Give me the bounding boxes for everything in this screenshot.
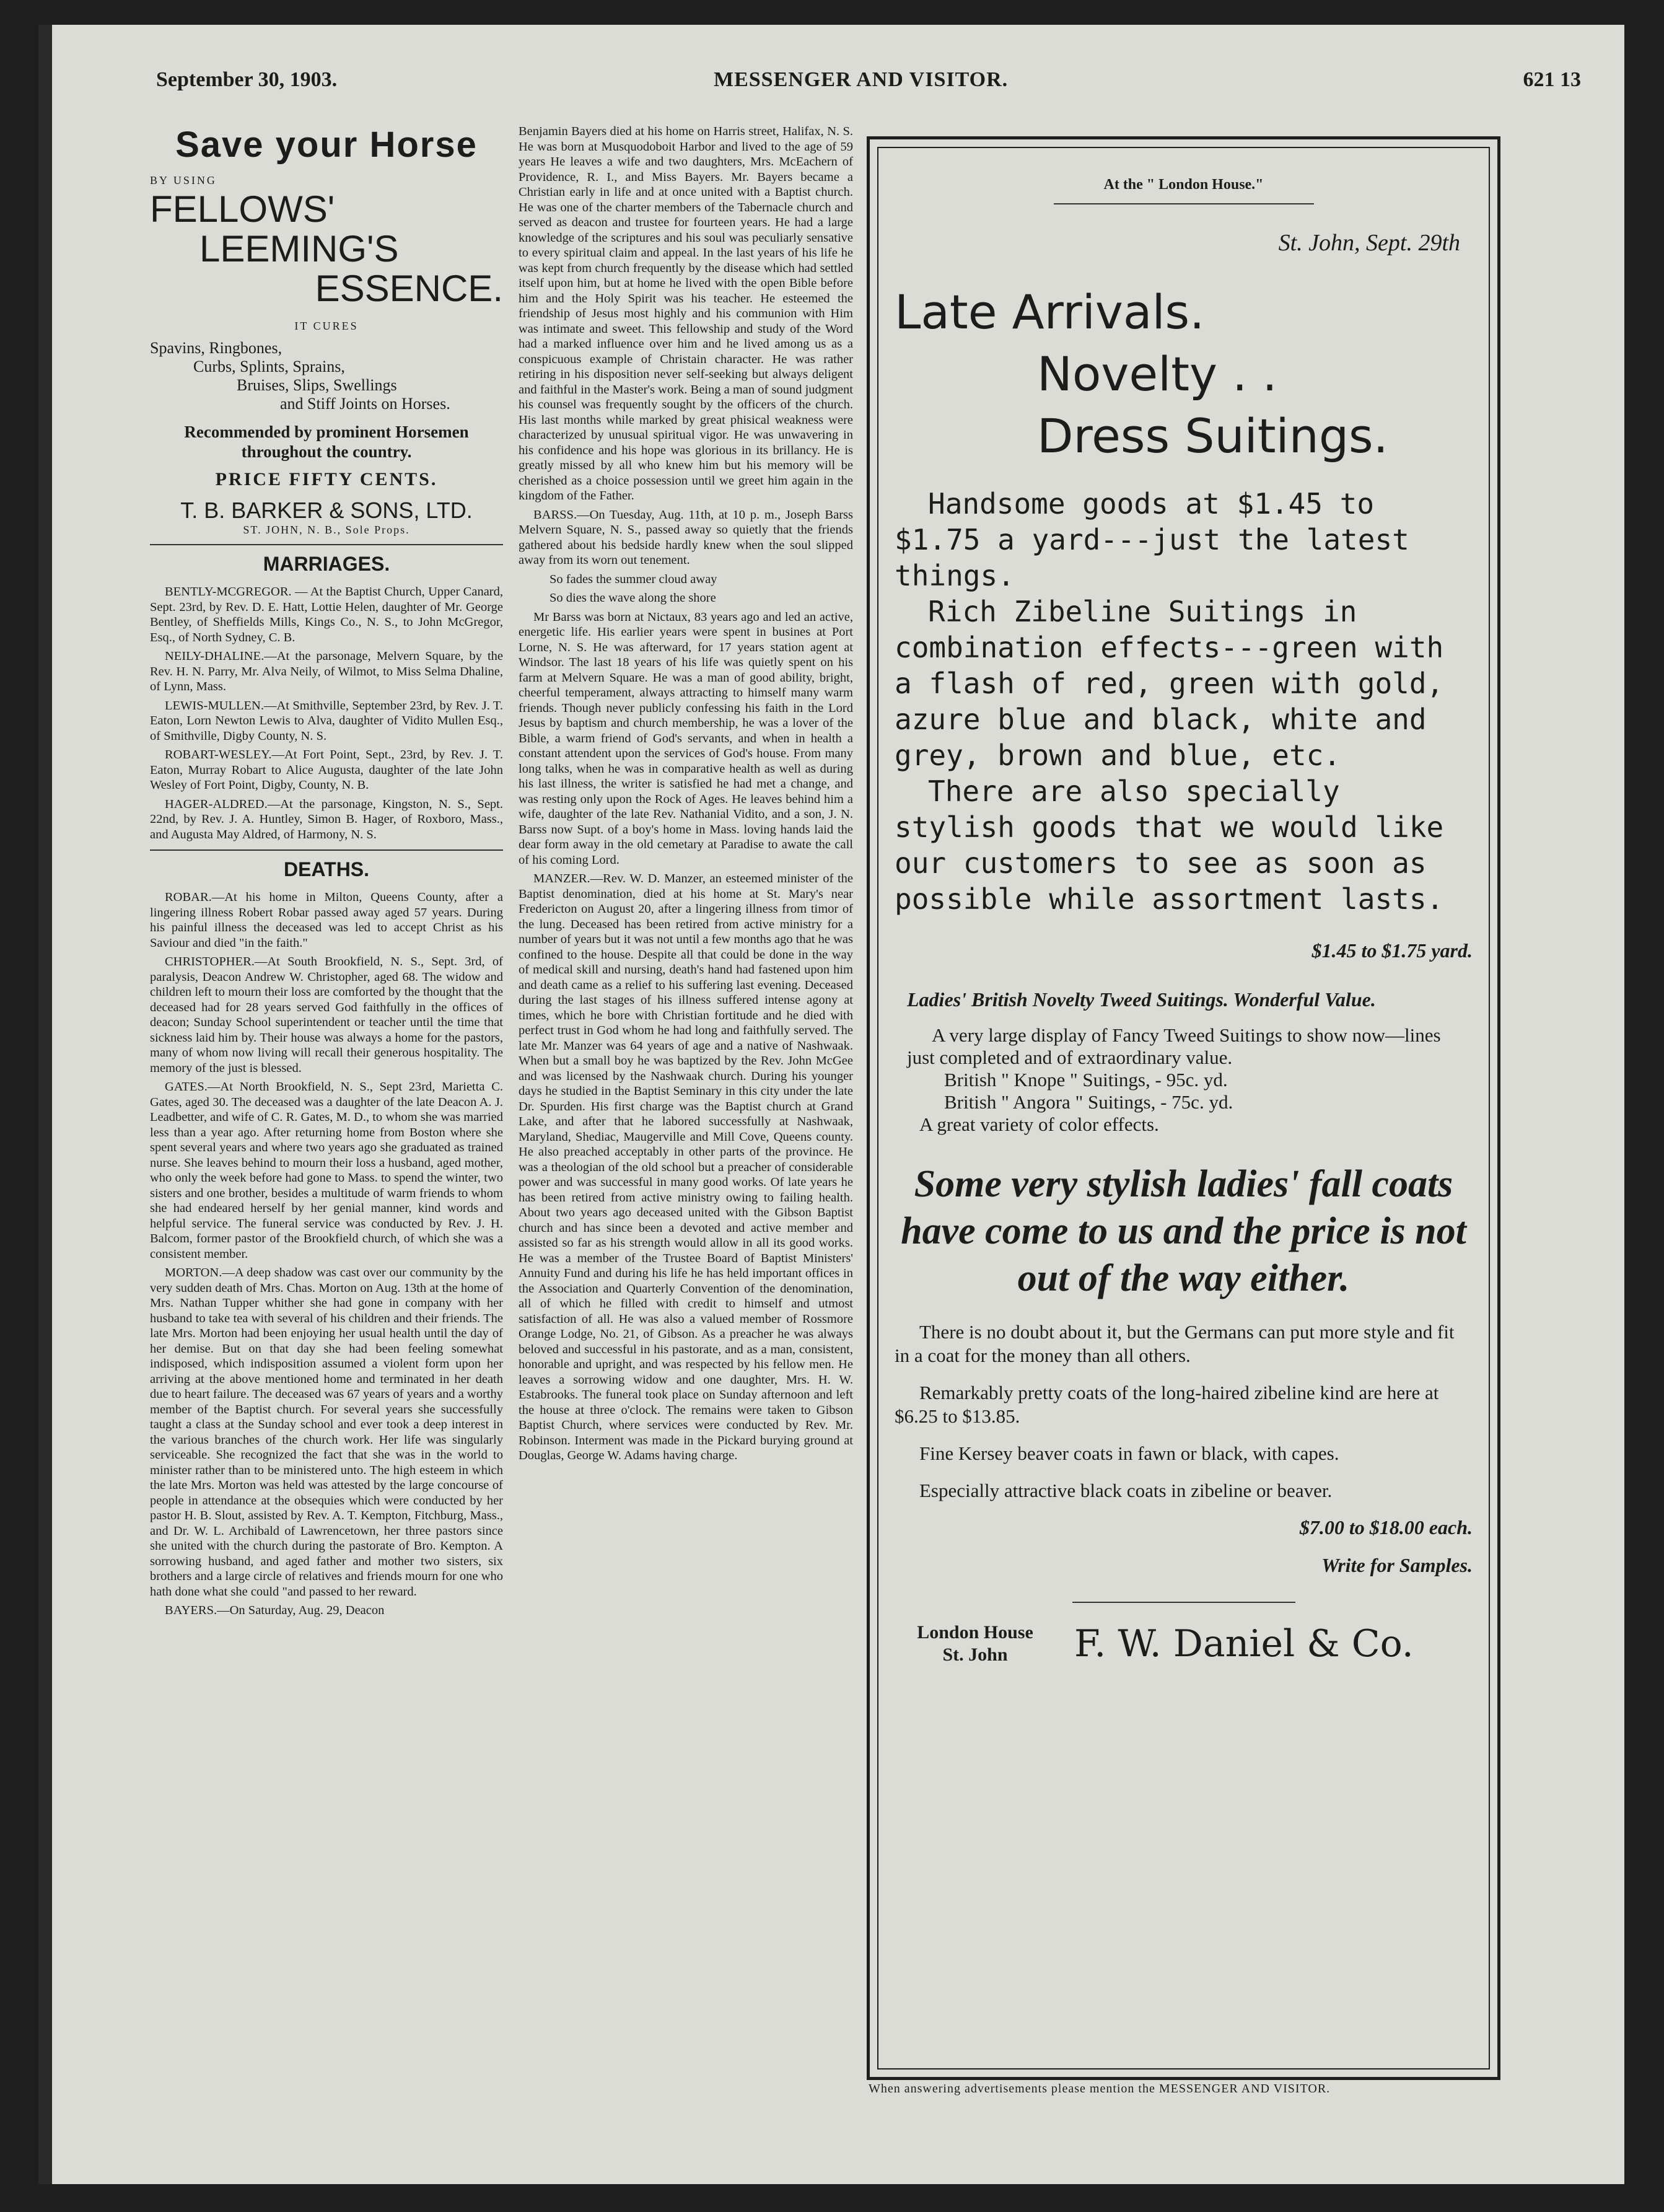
ad-body-paragraph: There are also specially stylish goods that we would like our customers to see as soon as possible while assortment lasts. bbox=[895, 775, 1444, 916]
death-notice: Mr Barss was born at Nictaux, 83 years ago and led an active, energetic life. His earlier years were spent in busines at Port Lorne, N. S. He was afterward, for 17 years station agent at Windsor. The last 18 years of his life was quietly spent on his farm at Melvern Square. He was a man of good ability, bright, cheerful temperament, always attracting to himself many warm friends. Though never publicly confessing his faith in the Lord Jesus by baptism and church membership, he was a lover of the Bible, a warm friend of God's servants, and when in health a constant attendent upon the services of God's house. From many long talks, when he was in comparative health as well as during his last illness, the writer is satisfied he had met a change, and was resting only upon the Rock of Ages. He leaves behind him a wife, daughter of the late Rev. Nathanial Vidito, and a son, J. N. Barss now Supt. of a boy's home in Mass. loving hands laid the dear form away in the old cemetary at Paradise to awate the call of his coming Lord. bbox=[519, 610, 853, 867]
coats-paragraph: There is no doubt about it, but the Germans can put more style and fit in a coat for the money than all others. bbox=[895, 1321, 1455, 1366]
firm-name: F. W. Daniel & Co. bbox=[1074, 1622, 1414, 1666]
ad-headline-line-3: Dress Suitings. bbox=[1037, 408, 1388, 463]
store-city: St. John bbox=[942, 1644, 1008, 1665]
divider bbox=[150, 544, 503, 545]
coat-price: $7.00 to $18.00 each. bbox=[1299, 1516, 1473, 1538]
it-cures-label: IT CURES bbox=[294, 320, 359, 332]
london-house-advertisement bbox=[867, 136, 1500, 2080]
horse-essence-advertisement bbox=[150, 124, 503, 537]
death-notice: CHRISTOPHER.—At South Brookfield, N. S., Sept. 3rd, of paralysis, Deacon Andrew W. Christopher, aged 68. The widow and children left to mourn their loss are comforted by the thought that the deceased had for 28 years served God faithfully in the offices of deacon; Sunday School superintendent or teacher until the time that sickness laid him by. Their house was always a home for the pastors, many of whom now living will recall their generous hospitality. The memory of the just is blessed. bbox=[150, 955, 503, 1075]
footer-note: When answering advertisements please mention the MESSENGER AND VISITOR. bbox=[869, 2082, 1331, 2096]
death-notice: MORTON.—A deep shadow was cast over our community by the very sudden death of Mrs. Chas. Morton on Aug. 13th at the home of Mrs. Nathan Tupper whither she had gone in company with her husband to take tea with several of his children and their friends. The late Mrs. Morton had been enjoying her usual health until the day of her demise. But on that day she had been feeling somewhat indisposed, which indisposition assumed a violent form upon her arriving at the above mentioned home and terminated in her death due to heart failure. The deceased was 67 years of years and a worthy member of the Baptist church. For several years she successfully taught a class at the Sunday school and ever took a deep interest in the various branches of the church work. Her life was singularly serviceable. She recognized the fact that she was in the world to minister rather than to be ministered unto. The high esteem in which the late Mrs. Morton was held was attested by the large concourse of people in attendance at the obsequies which were conducted by her pastor H. B. Slout, assisted by Rev. A. T. Kempton, Fitchburg, Mass., and Dr. W. L. Archibald of Lawrencetown, her three pastors since she united with the church during the pastorate of Bro. Kempton. A sorrowing husband, and aged father and mother two sisters, six brothers and a large circle of relatives and friends mourn for one who hath done what she could "and passed to her reward. bbox=[150, 1266, 503, 1599]
maker-location: ST. JOHN, N. B., Sole Props. bbox=[243, 524, 410, 536]
verse-line: So fades the summer cloud away bbox=[550, 572, 717, 586]
column-two bbox=[519, 124, 853, 1467]
maker-name: T. B. BARKER & SONS, LTD. bbox=[180, 498, 473, 523]
ad-location-header: At the " London House." bbox=[1103, 177, 1264, 193]
marriage-notice: BENTLY-MCGREGOR. — At the Baptist Church, Upper Canard, Sept. 23rd, by Rev. D. E. Hatt, Lottie Helen, daughter of Mr. George Bentley, of Sheffields Mills, Kings Co., N. S., to John McGregor, Esq., of North Sydney, C. B. bbox=[150, 585, 503, 644]
coats-paragraph: Remarkably pretty coats of the long-haired zibeline kind are here at $6.25 to $13.85. bbox=[895, 1382, 1439, 1427]
marriages-heading: MARRIAGES. bbox=[263, 553, 390, 575]
death-notice: BARSS.—On Tuesday, Aug. 11th, at 10 p. m., Joseph Barss Melvern Square, N. S., passed away so quietly that the friends gathered about his bedside hardly knew when the soul slipped away from its worn out tenement. bbox=[519, 507, 853, 567]
ad-date: St. John, Sept. 29th bbox=[1278, 230, 1460, 256]
verse-line: So dies the wave along the shore bbox=[550, 591, 716, 605]
page-header bbox=[156, 68, 1581, 105]
recommendation: Recommended by prominent Horsemen throughout the country. bbox=[184, 423, 469, 461]
horse-ad-price: PRICE FIFTY CENTS. bbox=[215, 469, 438, 489]
ailment-line-2: Curbs, Splints, Sprains, bbox=[193, 358, 345, 375]
ailment-line-4: and Stiff Joints on Horses. bbox=[280, 395, 450, 413]
brand-line-2: LEEMING'S bbox=[199, 228, 399, 270]
brand-line-3: ESSENCE. bbox=[315, 268, 503, 309]
ad-signature bbox=[895, 1622, 1473, 1666]
marriage-notice: NEILY-DHALINE.—At the parsonage, Melvern Square, by the Rev. H. N. Parry, Mr. Alva Neily, of Wilmot, to Miss Selma Dhaline, of Lynn, Mass. bbox=[150, 649, 503, 693]
divider bbox=[150, 849, 503, 851]
store-location bbox=[895, 1622, 1056, 1666]
newspaper-page bbox=[38, 25, 1624, 2184]
death-notice: Benjamin Bayers died at his home on Harris street, Halifax, N. S. He was born at Musquodoboit Harbor and lived to the age of 59 years He leaves a wife and two daughters, Mrs. McEachern of Providence, R. I., and Miss Bayers. Mr. Bayers became a Christian early in life and at once united with a Baptist church. He was one of the charter members of the Tabernacle church and served as deacon and trustee for fourteen years. He had a large knowledge of the scriptures and his soul was peculiarly sensative to every spiritual claim and appeal. In the last years of his life he was kept from church frequently by the disease which had settled itself upon him, but at home he lived with the open Bible before him and the Holy Spirit was his teacher. He esteemed the friendship of Jesus most highly and his communion with Him was intimate and sweet. This fellowship and study of the Word had a marked influence over him and he lived among us as a conspicuous example of Christain character. He was rather retiring in his disposition never self-seeking but always deligent and faithful in the Master's work. Being a man of sound judgment his counsel was frequently sought by the officers of the church. His last months while marked by great phisical weakness were characterized by unusual spiritual vigor. He was unwavering in his confidence and his hope was glorious in its brillancy. He is greatly missed by all who knew him but his memory will be cherished as a choice possession until we greet him again in the kingdom of the Father. bbox=[519, 125, 854, 503]
column-one bbox=[150, 124, 503, 1622]
page-number: 621 13 bbox=[1523, 68, 1581, 91]
newspaper-title: MESSENGER AND VISITOR. bbox=[714, 68, 1009, 91]
divider bbox=[1054, 203, 1314, 204]
store-name: London House bbox=[917, 1622, 1033, 1643]
marriage-notice: ROBART-WESLEY.—At Fort Point, Sept., 23rd, by Rev. J. T. Eaton, Murray Robart to Alice Augusta, daughter of the late John Wesley of Fort Point, Digby, County, N. B. bbox=[150, 748, 503, 792]
samples-note: Write for Samples. bbox=[1321, 1554, 1473, 1576]
ad-body-paragraph: Rich Zibeline Suitings in combination effects---green with a flash of red, green with gold, azure blue and black, white and grey, brown and blue, etc. bbox=[895, 595, 1444, 772]
brand-line-1: FELLOWS' bbox=[150, 188, 335, 230]
tweed-variety: A great variety of color effects. bbox=[919, 1113, 1159, 1135]
tweed-item: British " Angora " Suitings, - 75c. yd. bbox=[944, 1091, 1233, 1113]
deaths-heading: DEATHS. bbox=[283, 858, 370, 880]
ad-headline-line-1: Late Arrivals. bbox=[895, 284, 1205, 340]
divider bbox=[1072, 1602, 1295, 1603]
ailment-line-1: Spavins, Ringbones, bbox=[150, 339, 282, 357]
ad-headline-line-2: Novelty . . bbox=[1037, 346, 1277, 402]
ailment-line-3: Bruises, Slips, Swellings bbox=[237, 376, 397, 394]
by-using-label: BY USING bbox=[150, 174, 217, 187]
tweed-body: A very large display of Fancy Tweed Suitings to show now—lines just completed and of extraordinary value. bbox=[907, 1024, 1441, 1068]
ad-headline bbox=[895, 281, 1473, 467]
coats-paragraph: Especially attractive black coats in zibeline or beaver. bbox=[919, 1480, 1333, 1501]
coats-heading: Some very stylish ladies' fall coats have come to us and the price is not out of the way either. bbox=[901, 1163, 1466, 1299]
tweed-item: British " Knope " Suitings, - 95c. yd. bbox=[944, 1069, 1228, 1091]
ad-body-paragraph: Handsome goods at $1.45 to $1.75 a yard---just the latest things. bbox=[895, 487, 1409, 592]
death-notice: GATES.—At North Brookfield, N. S., Sept 23rd, Marietta C. Gates, aged 30. The deceased was a daughter of the late Deacon A. J. Leadbetter, and wife of C. R. Gates, M. D., to whom she was married less than a year ago. After returning home from Boston where she spent several years and where two years ago she graduated as trained nurse. She leaves behind to mourn their loss a husband, aged mother, who only the week before had gone to Mass. to spend the winter, two sisters and one brother, besides a multitude of warm friends to whom she had endeared herself by her genial manner, kind words and helpful service. The funeral service was conducted by Rev. J. H. Balcom, former pastor of the Brookfield church, of which she was a consistent member. bbox=[150, 1080, 503, 1261]
issue-date: September 30, 1903. bbox=[156, 68, 338, 91]
marriage-notice: HAGER-ALDRED.—At the parsonage, Kingston, N. S., Sept. 22nd, by Rev. J. A. Huntley, Simon B. Hager, of Roxboro, Mass., and Augusta May Aldred, of Harmony, N. S. bbox=[150, 797, 503, 841]
coats-paragraph: Fine Kersey beaver coats in fawn or black, with capes. bbox=[919, 1442, 1339, 1464]
death-notice: MANZER.—Rev. W. D. Manzer, an esteemed minister of the Baptist denomination, died at his home at St. Mary's near Fredericton on August 20, after a lingering illness from timor of the lung. Deceased has been retired from active ministry for a number of years but it was not until a few months ago that he was confined to the house. Despite all that could be done in the way of medical skill and nursing, death's hand had fastened upon him and death came as a relief to his suffering last evening. Deceased during the last stages of his illness suffered intense agony at times, which he bore with Christian fortitude and he died with perfect trust in God whom he had long and faithfully served. The late Mr. Manzer was 64 years of age and a native of Nashwaak. When but a small boy he was baptized by the Rev. John McGee and was licensed by the Nashwaak church. During his younger days he studied in the Baptist Seminary in this city under the late Dr. Spurden. His first charge was the Baptist church at Grand Lake, and after that he labored successfully at Nashwaak, Maryland, Shediac, Maugerville and Mill Cove, Queens county. He also preached acceptably in other parts of the province. He was a theologian of the old school but a preacher of considerable power and was successful in many good works. Of late years he has been retired from active ministry owing to failing health. About two years ago deceased united with the Gibson Baptist church and has since been a devoted and active member and assisted so far as his strength would allow in all its good works. He was a member of the Trustee Board of Baptist Ministers' Annuity Fund and during his life he has held important offices in the Association and Quarterly Convention of the denomination, all of which he filled with credit to himself and utmost satisfaction of all. He was also a valued member of Rossmore Orange Lodge, No. 21, of Gibson. As a preacher he was always beloved and successful in his pastorate, and as a man, consistent, honorable and upright, and was respected by his fellow men. He leaves a sorrowing widow and one daughter, Mrs. H. W. Estabrooks. The funeral took place on Sunday afternoon and left the house at three o'clock. The remains were taken to Gibson Baptist Church, where services were conducted by Rev. Mr. Robinson. Interment was made in the Pickard burying ground at Douglas, George W. Adams having charge. bbox=[519, 872, 853, 1462]
ad-body bbox=[895, 486, 1473, 917]
horse-ad-headline: Save your Horse bbox=[175, 125, 478, 165]
suiting-price: $1.45 to $1.75 yard. bbox=[1311, 939, 1473, 962]
death-notice: ROBAR.—At his home in Milton, Queens County, after a lingering illness Robert Robar passed away aged 57 years. During his painful illness the deceased was led to accept Christ as his Saviour and died "in the faith." bbox=[150, 890, 503, 950]
death-notice: BAYERS.—On Saturday, Aug. 29, Deacon bbox=[165, 1604, 385, 1617]
marriage-notice: LEWIS-MULLEN.—At Smithville, September 23rd, by Rev. J. T. Eaton, Lorn Newton Lewis to Alva, daughter of Vidito Mullen Esq., of Smithville, Digby County, N. S. bbox=[150, 698, 503, 743]
tweed-heading: Ladies' British Novelty Tweed Suitings. Wonderful Value. bbox=[907, 988, 1376, 1011]
tweed-description bbox=[907, 1024, 1473, 1136]
page-edge-shadow bbox=[38, 25, 52, 2184]
